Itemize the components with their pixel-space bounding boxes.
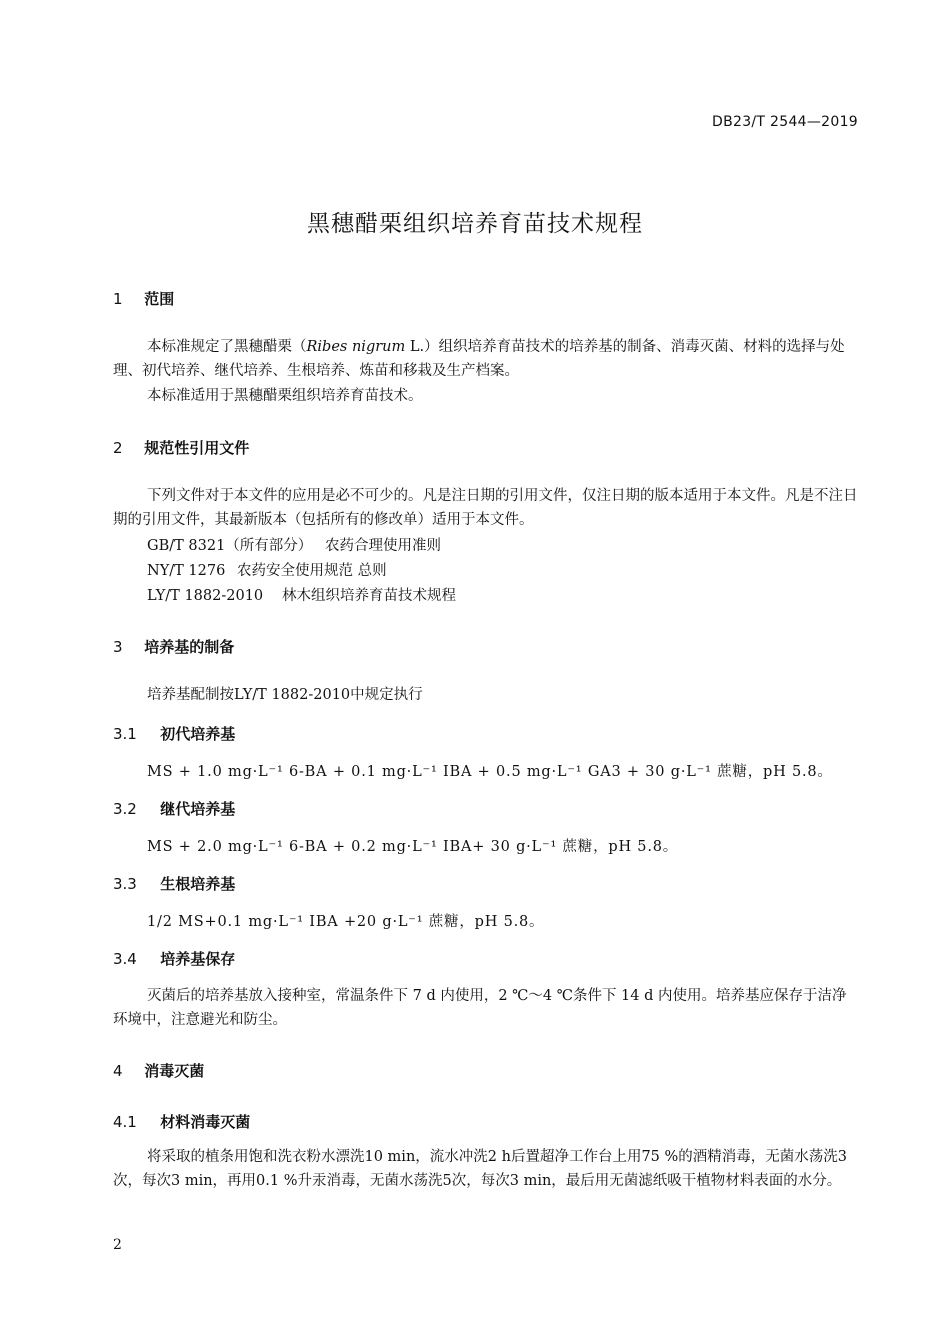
medium-formula: MS + 2.0 mg·L⁻¹ 6-BA + 0.2 mg·L⁻¹ IBA+ 30 g·L⁻¹ 蔗糖，pH 5.8。 (147, 839, 679, 855)
section-number: 3.2 (113, 800, 137, 818)
section-3-paragraph-1: 培养基配制按LY/T 1882-2010中规定执行 (147, 687, 423, 703)
section-title: 规范性引用文件 (144, 439, 250, 457)
section-title: 消毒灭菌 (144, 1062, 205, 1080)
section-number: 3.4 (113, 950, 137, 968)
section-title: 培养基保存 (160, 950, 236, 968)
section-number: 4.1 (113, 1113, 137, 1131)
section-3-1-heading (113, 723, 235, 744)
section-1-heading (113, 288, 174, 309)
reference-item: LY/T 1882-2010 林木组织培养育苗技术规程 (147, 588, 456, 604)
section-title: 培养基的制备 (144, 638, 235, 656)
reference-item: NY/T 1276 农药安全使用规范 总则 (147, 563, 387, 579)
section-number: 1 (113, 290, 123, 308)
document-title: 黑穗醋栗组织培养育苗技术规程 (307, 211, 643, 237)
section-number: 2 (113, 439, 123, 457)
section-title: 材料消毒灭菌 (160, 1113, 251, 1131)
latin-name: Ribes nigrum (306, 339, 406, 355)
medium-formula: MS + 1.0 mg·L⁻¹ 6-BA + 0.1 mg·L⁻¹ IBA + 0.5 mg·L⁻¹ GA3 + 30 g·L⁻¹ 蔗糖，pH 5.8。 (147, 764, 833, 780)
section-3-heading (113, 636, 234, 657)
section-number: 4 (113, 1062, 123, 1080)
reference-item: GB/T 8321（所有部分） 农药合理使用准则 (147, 538, 441, 554)
section-number: 3.3 (113, 875, 137, 893)
section-title: 初代培养基 (160, 725, 236, 743)
section-title: 生根培养基 (160, 875, 236, 893)
section-2-heading (113, 437, 249, 458)
section-3-4-heading (113, 948, 235, 969)
section-1-paragraph-2: 本标准适用于黑穗醋栗组织培养育苗技术。 (147, 388, 423, 404)
section-4-1-paragraph: 将采取的植条用饱和洗衣粉水漂洗10 min，流水冲洗2 h后置超净工作台上用75 %的酒精消毒，无菌水荡洗3次，每次3 min，再用0.1 %升汞消毒，无菌水荡洗5次，每次3 min，最后用无菌滤纸吸干植物材料表面的水分。 (113, 1149, 848, 1189)
document-code: DB23/T 2544—2019 (712, 114, 858, 130)
section-2-paragraph-1: 下列文件对于本文件的应用是必不可少的。凡是注日期的引用文件，仅注日期的版本适用于本文件。凡是不注日期的引用文件，其最新版本（包括所有的修改单）适用于本文件。 (113, 488, 858, 528)
section-4-1-heading (113, 1111, 250, 1132)
section-3-3-heading (113, 873, 235, 894)
section-number: 3.1 (113, 725, 137, 743)
medium-formula: 1/2 MS+0.1 mg·L⁻¹ IBA +20 g·L⁻¹ 蔗糖，pH 5.8。 (147, 914, 545, 930)
page-number: 2 (113, 1237, 122, 1253)
section-title: 范围 (144, 290, 175, 308)
section-number: 3 (113, 638, 123, 656)
section-3-2-heading (113, 798, 235, 819)
section-4-heading (113, 1060, 204, 1081)
section-3-4-paragraph: 灭菌后的培养基放入接种室，常温条件下 7 d 内使用，2 ℃～4 ℃条件下 14 d 内使用。培养基应保存于洁净环境中，注意避光和防尘。 (113, 988, 847, 1028)
section-title: 继代培养基 (160, 800, 236, 818)
section-1-paragraph-1: 本标准规定了黑穗醋栗（Ribes nigrum L.）组织培养育苗技术的培养基的制备、消毒灭菌、材料的选择与处理、初代培养、继代培养、生根培养、炼苗和移栽及生产档案。 (113, 339, 845, 379)
